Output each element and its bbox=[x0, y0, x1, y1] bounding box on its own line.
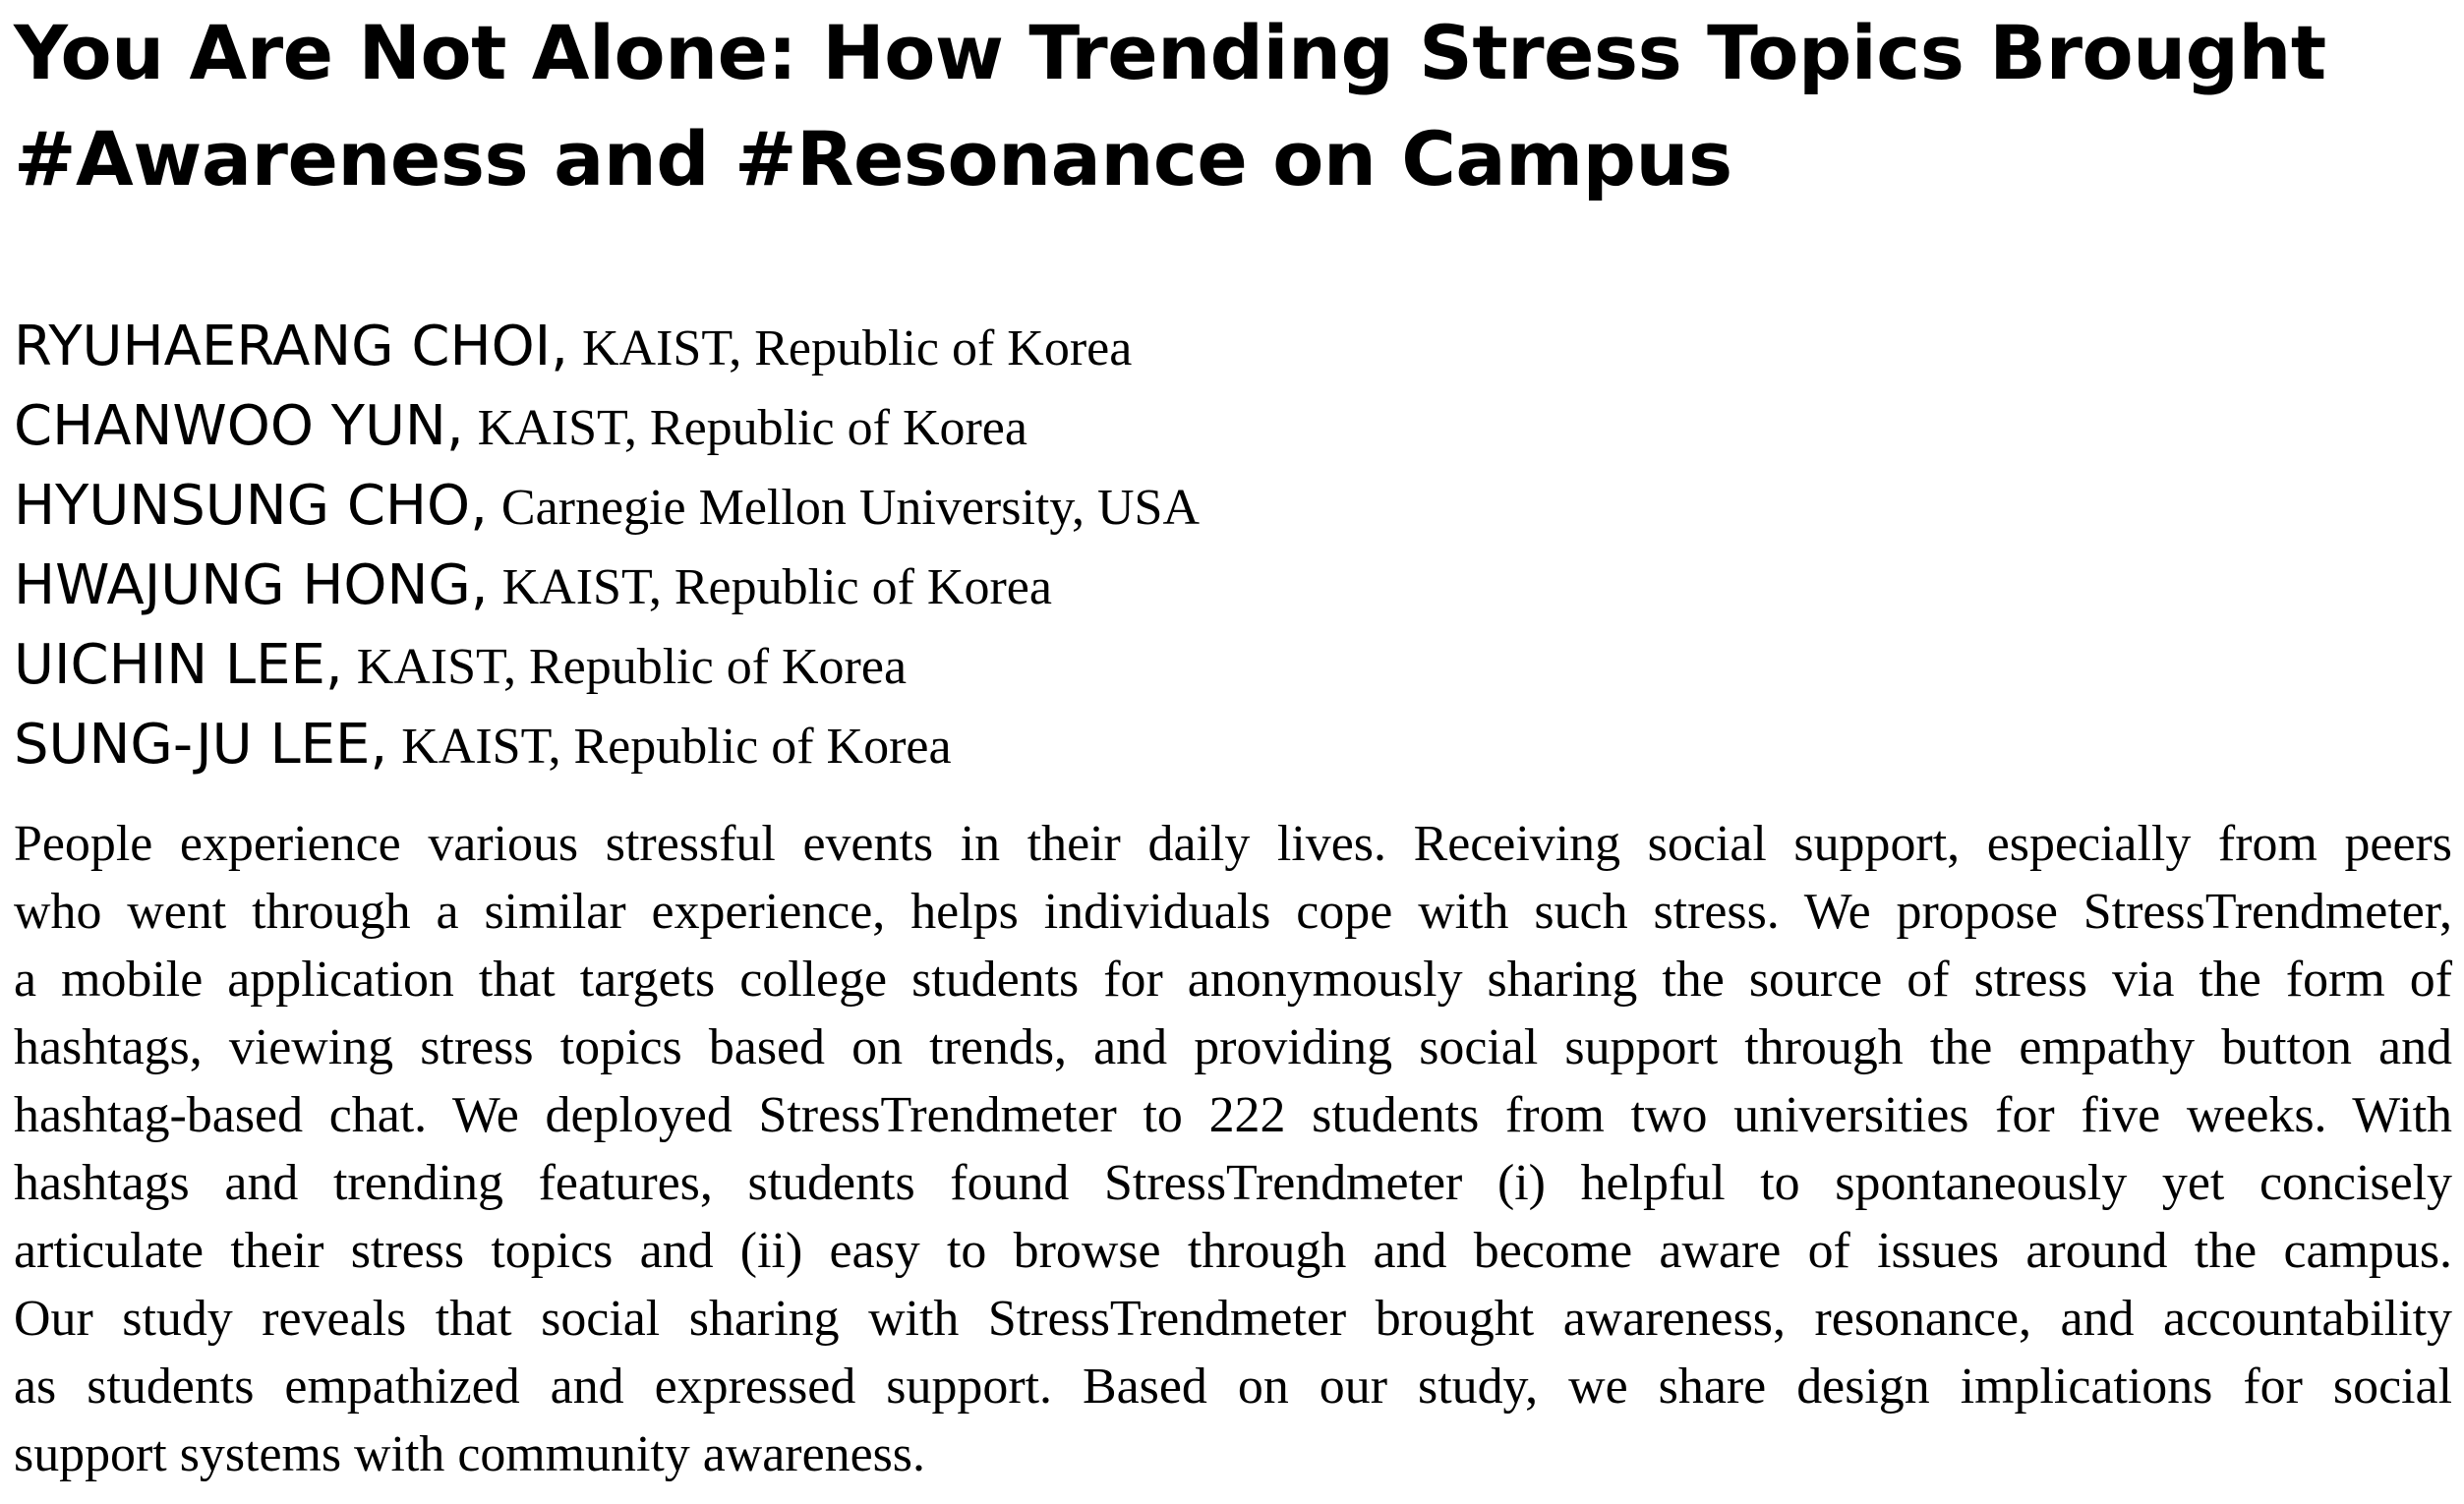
author-affiliation: KAIST, Republic of Korea bbox=[477, 400, 1027, 456]
paper-title bbox=[14, 0, 2452, 212]
author-affiliation: KAIST, Republic of Korea bbox=[401, 719, 952, 775]
author-entry: UICHIN LEE, KAIST, Republic of Korea bbox=[14, 633, 908, 697]
abstract-line: hashtags, viewing stress topics based on trends, and providing social support through the empathy button and bbox=[14, 1019, 2452, 1075]
abstract bbox=[14, 810, 2452, 1488]
abstract-line: support systems with community awareness. bbox=[14, 1426, 925, 1482]
author-entry: SUNG-JU LEE, KAIST, Republic of Korea bbox=[14, 713, 952, 777]
author-name: CHANWOO YUN bbox=[14, 394, 446, 458]
author-name: UICHIN LEE bbox=[14, 633, 325, 697]
abstract-line: who went through a similar experience, helps individuals cope with such stress. We propose StressTrendmeter, bbox=[14, 884, 2452, 940]
author-entry: HYUNSUNG CHO, Carnegie Mellon University, USA bbox=[14, 474, 1200, 538]
author-name: SUNG-JU LEE bbox=[14, 713, 371, 777]
title-line-1: You Are Not Alone: How Trending Stress Topics Brought bbox=[14, 10, 2326, 96]
abstract-line: a mobile application that targets college students for anonymously sharing the source of stress via the form of bbox=[14, 952, 2452, 1008]
title-line-2: #Awareness and #Resonance on Campus bbox=[14, 116, 1732, 202]
author-name: HYUNSUNG CHO bbox=[14, 474, 471, 538]
abstract-line: as students empathized and expressed support. Based on our study, we share design implications for social bbox=[14, 1359, 2452, 1415]
abstract-line: hashtag-based chat. We deployed StressTrendmeter to 222 students from two universities for five weeks. With bbox=[14, 1087, 2452, 1143]
author-name: HWAJUNG HONG bbox=[14, 553, 471, 617]
author-affiliation: KAIST, Republic of Korea bbox=[356, 639, 908, 695]
author-entry: CHANWOO YUN, KAIST, Republic of Korea bbox=[14, 394, 1027, 458]
author-list bbox=[14, 307, 2452, 784]
author-entry: HWAJUNG HONG, KAIST, Republic of Korea bbox=[14, 553, 1052, 617]
abstract-line: hashtags and trending features, students found StressTrendmeter (i) helpful to spontaneously yet concisely bbox=[14, 1155, 2452, 1211]
author-affiliation: KAIST, Republic of Korea bbox=[581, 320, 1133, 376]
abstract-line: articulate their stress topics and (ii) easy to browse through and become aware of issues around the campus. bbox=[14, 1223, 2452, 1279]
abstract-line: People experience various stressful events in their daily lives. Receiving social support, especially from peers bbox=[14, 816, 2452, 872]
paper-page bbox=[14, 0, 2452, 1488]
author-entry: RYUHAERANG CHOI, KAIST, Republic of Korea bbox=[14, 315, 1133, 378]
author-affiliation: KAIST, Republic of Korea bbox=[501, 559, 1052, 615]
author-affiliation: Carnegie Mellon University, USA bbox=[500, 480, 1200, 536]
abstract-line: Our study reveals that social sharing with StressTrendmeter brought awareness, resonance, and accountability bbox=[14, 1291, 2452, 1347]
author-name: RYUHAERANG CHOI bbox=[14, 315, 552, 378]
